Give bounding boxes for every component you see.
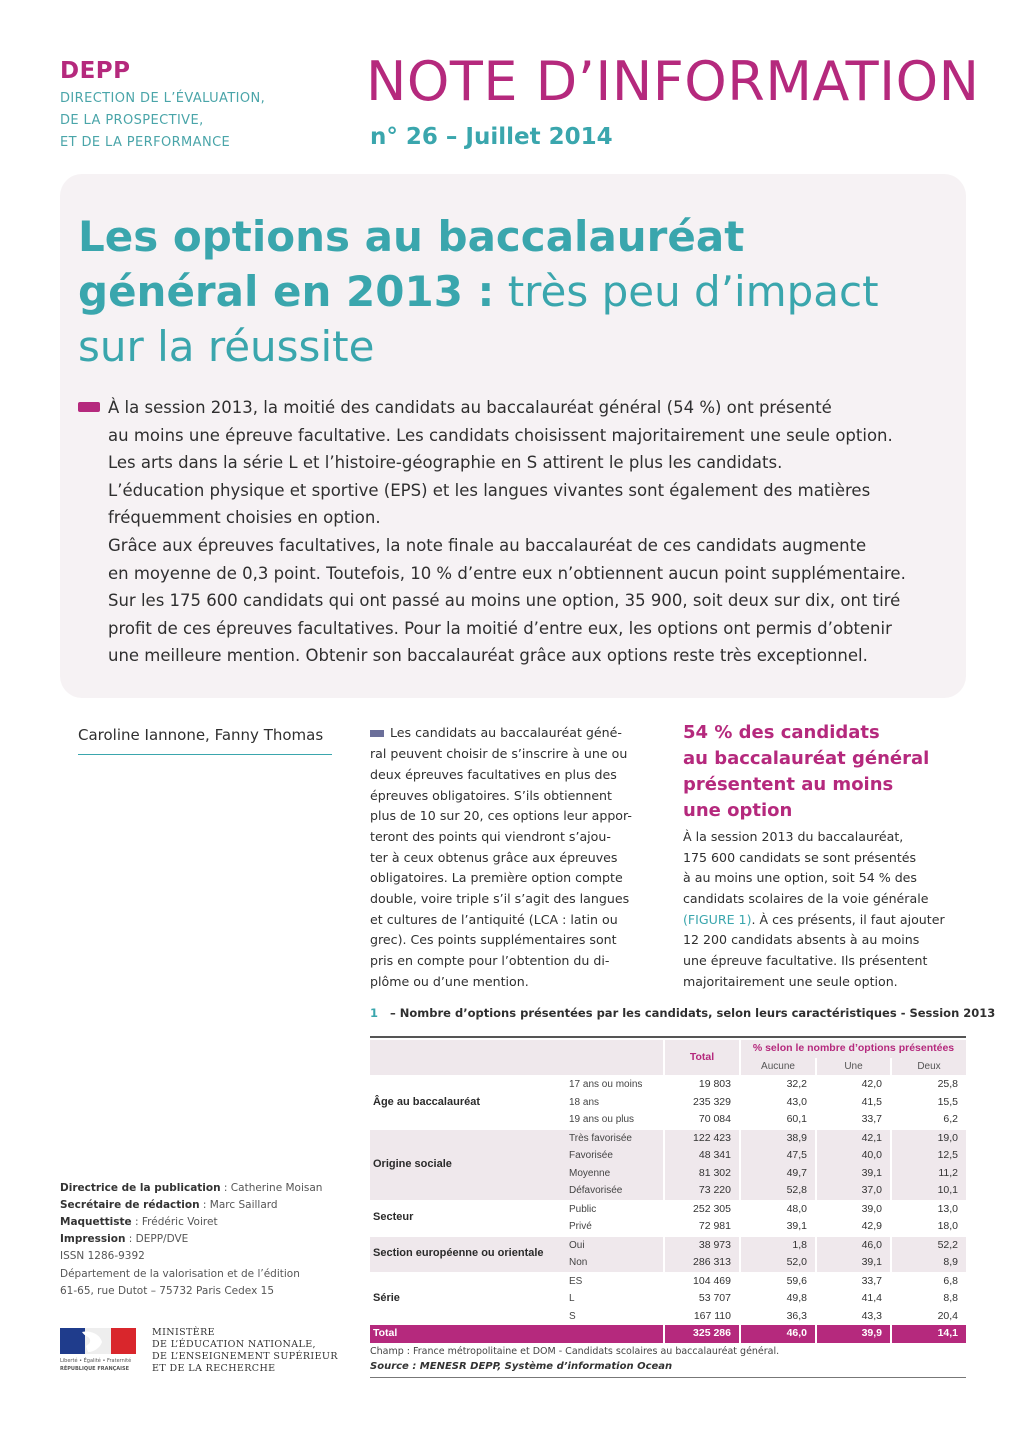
section-body-text: . À ces présents, il faut ajouter [751,912,945,927]
credit-line [60,1199,278,1211]
section-heading-line: au baccalauréat général [683,748,930,769]
total-cell-one: 39,9 [816,1325,891,1343]
row-sub-label: Oui [566,1236,664,1254]
intro-line: ral peuvent choisir de s’inscrire à une ou [370,746,628,761]
intro-line: grec). Ces points supplémentaires sont [370,932,617,947]
credit-value: : DEPP/DVE [125,1233,189,1245]
cell-none: 43,0 [740,1094,816,1112]
headline-line-2 [78,265,879,319]
row-group-label: Âge au baccalauréat [370,1076,566,1130]
ministry-line: MINISTÈRE [152,1327,216,1338]
ministry-line: DE L’ÉDUCATION NATIONALE, [152,1339,316,1350]
figure-caption-text: – Nombre d’options présentées par les candidats, selon leurs caractéristiques - Session 2013 [386,1006,996,1020]
section-body-line [683,912,945,927]
authors-divider [78,754,332,755]
cell-one: 41,4 [816,1290,891,1308]
section-heading-line: 54 % des candidats [683,722,880,743]
series-title: NOTE D’INFORMATION [366,50,980,113]
credit-value: : Catherine Moisan [220,1182,323,1194]
row-group-label: Origine sociale [370,1129,566,1200]
cell-one: 33,7 [816,1272,891,1290]
section-body-line: à au moins une option, soit 54 % des [683,870,917,885]
row-sub-label: Moyenne [569,1167,611,1179]
cell-total: 252 305 [664,1200,740,1218]
cell-one: 43,3 [816,1308,891,1326]
figure-reference-link[interactable]: (FIGURE 1) [683,912,752,927]
cell-none: 49,8 [740,1290,816,1308]
cell-two: 12,5 [891,1147,966,1165]
intro-bullet-marker [370,730,384,737]
cell-two: 6,8 [891,1272,966,1290]
col-two-header: Deux [891,1058,966,1076]
summary-bullet-marker [78,402,100,412]
credit-value: : Frédéric Voiret [131,1216,218,1228]
figure-number: 1 [370,1006,379,1020]
cell-total: 286 313 [664,1254,740,1272]
credit-label: Directrice de la publication [60,1182,221,1194]
authors: Caroline Iannone, Fanny Thomas [78,726,324,744]
cell-total: 73 220 [664,1182,740,1200]
credit-label: Maquettiste [60,1216,132,1228]
cell-total: 72 981 [664,1218,740,1236]
dept-line: Département de la valorisation et de l’édition [60,1268,300,1280]
figure-caption [370,1006,995,1020]
figure-bottom-rule [370,1377,966,1378]
intro-line: ter à ceux obtenus grâce aux épreuves [370,850,618,865]
cell-two: 25,8 [891,1076,966,1094]
org-line-2: DE LA PROSPECTIVE, [60,113,204,128]
section-body-line: majoritairement une seule option. [683,974,898,989]
cell-one: 41,5 [816,1094,891,1112]
row-sub-label: Non [569,1257,588,1268]
credit-label: Secrétaire de rédaction [60,1199,200,1211]
cell-one: 39,1 [816,1165,891,1183]
cell-none: 52,0 [740,1254,816,1272]
col-group-header: % selon le nombre d’options présentées [740,1040,966,1058]
cell-total: 122 423 [664,1129,740,1147]
row-group-label: Section européenne ou orientale [370,1236,566,1272]
row-sub-label: ES [566,1272,664,1290]
credit-value: : Marc Saillard [199,1199,278,1211]
table-header-row [370,1040,966,1058]
rf-motto: Liberté • Égalité • Fraternité [60,1358,132,1364]
ministry-line: ET DE LA RECHERCHE [152,1363,276,1374]
row-sub-label: Très favorisée [566,1129,664,1147]
cell-total: 70 084 [664,1111,740,1129]
summary-line: profit de ces épreuves facultatives. Pour la moitié d’entre eux, les options ont permis d’obtenir [108,619,892,638]
cell-one: 39,1 [816,1254,891,1272]
cell-none: 52,8 [740,1182,816,1200]
section-body-line: une épreuve facultative. Ils présentent [683,953,928,968]
headline-line-3: sur la réussite [78,322,375,371]
intro-line: obligatoires. La première option compte [370,870,623,885]
cell-none: 49,7 [740,1165,816,1183]
options-table [370,1040,966,1343]
cell-total: 235 329 [664,1094,740,1112]
cell-two: 10,1 [891,1182,966,1200]
section-body-line: candidats scolaires de la voie générale [683,891,929,906]
cell-total: 167 110 [664,1308,740,1326]
row-sub-label: 17 ans ou moins [566,1076,664,1094]
cell-two: 52,2 [891,1236,966,1254]
row-sub-label: L [569,1293,575,1304]
cell-total: 48 341 [664,1147,740,1165]
cell-none: 47,5 [740,1147,816,1165]
cell-none: 32,2 [740,1076,816,1094]
row-sub-label: 18 ans [569,1096,600,1108]
cell-two: 8,8 [891,1290,966,1308]
row-sub-label: Défavorisée [569,1185,623,1196]
table-row [370,1200,966,1218]
org-line-1: DIRECTION DE L’ÉVALUATION, [60,91,266,106]
cell-one: 46,0 [816,1236,891,1254]
options-table-grid [370,1040,966,1343]
summary-line: L’éducation physique et sportive (EPS) et les langues vivantes sont également des matières [108,481,871,500]
row-sub-label: Privé [569,1221,592,1232]
row-sub-label: 19 ans ou plus [569,1114,635,1125]
cell-two: 18,0 [891,1218,966,1236]
headline-line-2-rest: très peu d’impact [494,267,879,316]
cell-one: 37,0 [816,1182,891,1200]
total-cell-none: 46,0 [740,1325,816,1343]
headline-line-1: Les options au baccalauréat [78,212,745,261]
row-group-label: Secteur [370,1200,566,1236]
row-group-label: Série [370,1272,566,1325]
section-body-line: 175 600 candidats se sont présentés [683,850,917,865]
table-row [370,1236,966,1254]
intro-line: Les candidats au baccalauréat géné- [390,725,622,740]
row-sub-label: S [569,1310,576,1322]
section-heading-line: une option [683,800,793,821]
section-body-line: À la session 2013 du baccalauréat, [683,829,904,844]
cell-none: 60,1 [740,1111,816,1129]
intro-line: pris en compte pour l’obtention du di- [370,953,610,968]
cell-one: 39,0 [816,1200,891,1218]
summary-line: une meilleure mention. Obtenir son baccalauréat grâce aux options reste très exceptionnel. [108,646,868,665]
cell-one: 33,7 [816,1111,891,1129]
summary-line: au moins une épreuve facultative. Les candidats choisissent majoritairement une seule option. [108,426,893,445]
credit-label: Impression [60,1233,126,1245]
col-one-header: Une [816,1058,891,1076]
field-note: Champ : France métropolitaine et DOM - Candidats scolaires au baccalauréat général. [370,1346,780,1357]
credit-line [60,1182,322,1194]
cell-one: 42,1 [816,1129,891,1147]
issn: ISSN 1286-9392 [60,1250,145,1262]
source-note: Source : MENESR DEPP, Système d’information Ocean [370,1361,673,1372]
cell-total: 19 803 [664,1076,740,1094]
rf-name: RÉPUBLIQUE FRANÇAISE [60,1366,130,1372]
credit-line [60,1233,188,1245]
intro-line: deux épreuves facultatives en plus des [370,767,617,782]
cell-total: 38 973 [664,1236,740,1254]
intro-line: double, voire triple s’il s’agit des langues [370,891,630,906]
cell-two: 6,2 [891,1111,966,1129]
figure-top-rule [370,1036,966,1038]
table-row [370,1272,966,1290]
cell-one: 42,9 [816,1218,891,1236]
cell-one: 40,0 [816,1147,891,1165]
cell-two: 19,0 [891,1129,966,1147]
summary-line: À la session 2013, la moitié des candidats au baccalauréat général (54 %) ont présenté [108,398,832,417]
ministry-line: DE L’ENSEIGNEMENT SUPÉRIEUR [152,1351,338,1362]
intro-line: plus de 10 sur 20, ces options leur appor- [370,808,632,823]
summary-line: Grâce aux épreuves facultatives, la note finale au baccalauréat de ces candidats augmente [108,536,867,555]
summary-line: fréquemment choisies en option. [108,508,381,527]
summary-line: en moyenne de 0,3 point. Toutefois, 10 % d’entre eux n’obtiennent aucun point supplémentaire. [108,564,906,583]
intro-line: et cultures de l’antiquité (LCA : latin ou [370,912,618,927]
summary-line: Les arts dans la série L et l’histoire-géographie en S attirent le plus les candidats. [108,453,783,472]
intro-line: épreuves obligatoires. S’ils obtiennent [370,788,612,803]
col-none-header: Aucune [740,1058,816,1076]
org-short-name: DEPP [60,58,131,84]
intro-line: teront des points qui viendront s’ajou- [370,829,611,844]
cell-none: 59,6 [740,1272,816,1290]
org-line-3: ET DE LA PERFORMANCE [60,135,231,150]
section-body-line: 12 200 candidats absents à au moins [683,932,920,947]
col-total-header: Total [664,1040,740,1076]
row-sub-label: Public [566,1200,664,1218]
cell-two: 11,2 [891,1165,966,1183]
cell-none: 48,0 [740,1200,816,1218]
cell-two: 15,5 [891,1094,966,1112]
total-label: Total [370,1325,664,1343]
dept-line: 61-65, rue Dutot – 75732 Paris Cedex 15 [60,1285,274,1297]
credit-line [60,1216,218,1228]
cell-two: 13,0 [891,1200,966,1218]
cell-one: 42,0 [816,1076,891,1094]
total-cell-total: 325 286 [664,1325,740,1343]
cell-none: 39,1 [740,1218,816,1236]
cell-total: 104 469 [664,1272,740,1290]
table-row [370,1129,966,1147]
summary-line: Sur les 175 600 candidats qui ont passé au moins une option, 35 900, soit deux sur dix, ont tiré [108,591,901,610]
cell-none: 36,3 [740,1308,816,1326]
cell-two: 8,9 [891,1254,966,1272]
cell-total: 81 302 [664,1165,740,1183]
headline-line-2-bold: général en 2013 : [78,267,495,316]
cell-none: 38,9 [740,1129,816,1147]
section-heading-line: présentent au moins [683,774,894,795]
cell-none: 1,8 [740,1236,816,1254]
table-total-row [370,1325,966,1343]
total-cell-two: 14,1 [891,1325,966,1343]
intro-line: plôme ou d’une mention. [370,974,529,989]
issue-number: n° 26 – Juillet 2014 [370,124,613,150]
cell-two: 20,4 [891,1308,966,1326]
table-row [370,1076,966,1094]
row-sub-label: Favorisée [569,1150,613,1161]
cell-total: 53 707 [664,1290,740,1308]
